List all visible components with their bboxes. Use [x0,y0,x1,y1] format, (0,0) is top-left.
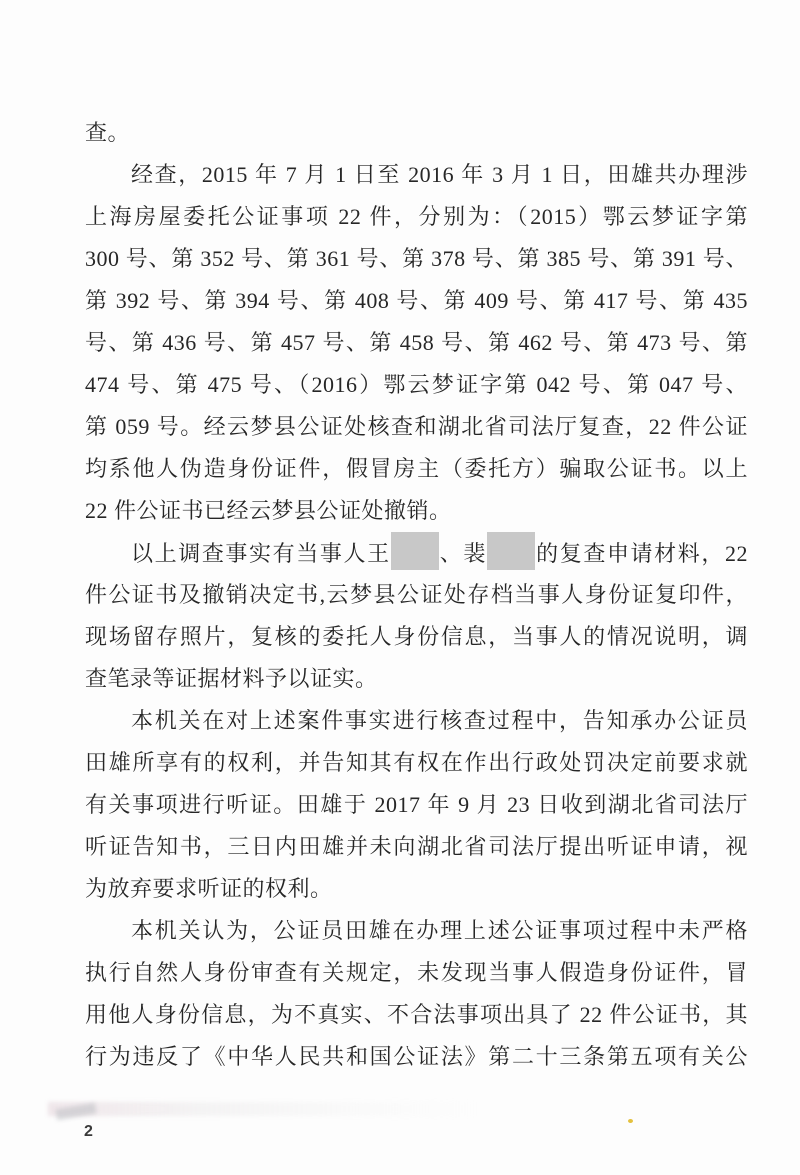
text-line: 为放弃要求听证的权利。 [85,876,333,901]
text-segment: 的复查申请材料，22 [535,541,748,566]
text-line: 田雄所享有的权利，并告知其有权在作出行政处罚决定前要求就 [85,750,748,775]
text-line: 第 392 号、第 394 号、第 408 号、第 409 号、第 417 号、第 435 [85,288,748,313]
text-line: 号、第 436 号、第 457 号、第 458 号、第 462 号、第 473 号、第 [85,330,748,355]
scan-artifact-smudge [55,1103,96,1121]
text-line: 执行自然人身份审查有关规定，未发现当事人假造身份证件，冒 [85,960,748,985]
text-line: 查。 [85,120,131,145]
text-line: 均系他人伪造身份证件，假冒房主（委托方）骗取公证书。以上 [85,456,748,481]
page-number: 2 [84,1123,93,1140]
redaction-box [391,532,439,570]
document-body [85,112,748,1078]
scan-artifact-speck [628,1119,633,1123]
text-line: 474 号、第 475 号、（2016）鄂云梦证字第 042 号、第 047 号、 [85,372,748,397]
text-line: 行为违反了《中华人民共和国公证法》第二十三条第五项有关公 [85,1044,748,1069]
text-segment: 以上调查事实有当事人王 [131,541,391,566]
text-line: 第 059 号。经云梦县公证处核查和湖北省司法厅复查，22 件公证 [85,414,748,439]
text-line: 本机关在对上述案件事实进行核查过程中，告知承办公证员 [131,708,748,733]
scan-artifact-band [48,1102,478,1116]
text-line: 22 件公证书已经云梦县公证处撤销。 [85,498,452,523]
text-line: 听证告知书，三日内田雄并未向湖北省司法厅提出听证申请，视 [85,834,748,859]
text-line-with-redactions [85,532,748,574]
text-line: 查笔录等证据材料予以证实。 [85,666,378,691]
text-line: 件公证书及撤销决定书,云梦县公证处存档当事人身份证复印件， [85,582,748,607]
text-line: 经查，2015 年 7 月 1 日至 2016 年 3 月 1 日，田雄共办理涉 [131,162,748,187]
text-line: 现场留存照片，复核的委托人身份信息，当事人的情况说明，调 [85,624,748,649]
redaction-box [487,532,535,570]
text-line: 有关事项进行听证。田雄于 2017 年 9 月 23 日收到湖北省司法厅 [85,792,748,817]
text-line: 上海房屋委托公证事项 22 件，分别为：（2015）鄂云梦证字第 [85,204,748,229]
text-line: 300 号、第 352 号、第 361 号、第 378 号、第 385 号、第 391 号、 [85,246,748,271]
text-line: 用他人身份信息，为不真实、不合法事项出具了 22 件公证书，其 [85,1002,748,1027]
text-line: 本机关认为，公证员田雄在办理上述公证事项过程中未严格 [131,918,748,943]
text-segment: 、裴 [438,541,488,566]
